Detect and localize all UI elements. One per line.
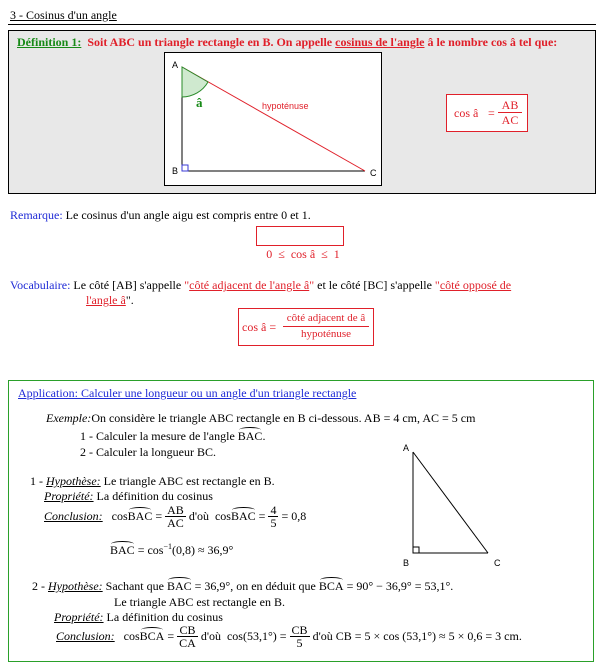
part2-hypothese: 2 - Hypothèse: Sachant que BAC = 36,9°, on en déduit que BCA = 90° − 36,9° = 53,1°.	[32, 579, 454, 593]
definition-vertex-b: B	[172, 166, 179, 176]
vocabulaire-line2: l'angle â".	[86, 293, 134, 307]
application-vertex-a: A	[403, 443, 410, 453]
vocabulaire-line1: Vocabulaire: Le côté [AB] s'appelle "côté adjacent de l'angle â" et le côté [BC] s'appelle "côté opposé de	[10, 278, 512, 292]
question-1: 1 - Calculer la mesure de l'angle BAC.	[80, 429, 266, 443]
part2-propriete: Propriété: La définition du cosinus	[54, 610, 223, 624]
question-2: 2 - Calculer la longueur BC.	[80, 445, 216, 459]
remarque-label: Remarque:	[10, 208, 63, 222]
part1-hypothese: 1 - Hypothèse: Le triangle ABC est rectangle en B.	[30, 474, 275, 488]
remarque-line: Remarque: Le cosinus d'un angle aigu est compris entre 0 et 1.	[10, 208, 311, 222]
part1-propriete: Propriété: La définition du cosinus	[44, 489, 213, 503]
part1-conclusion: Conclusion: cosBAC = $\frac{AB}{AC}$ d'où cosBAC = $\frac{4}{5}$ = 0,8	[44, 503, 307, 530]
vocabulaire-formula: cos â = côté adjacent de â hypoténuse	[238, 308, 374, 346]
definition-vertex-c: C	[370, 168, 377, 178]
application-vertex-b: B	[403, 558, 410, 568]
vocabulaire-label: Vocabulaire:	[10, 278, 71, 292]
definition-formula: cos â = AB AC	[446, 94, 528, 132]
part2-hypothese-line2: Le triangle ABC est rectangle en B.	[114, 595, 285, 609]
definition-hyp-label: hypoténuse	[262, 101, 309, 111]
section-title: 3 - Cosinus d'un angle	[10, 8, 117, 22]
definition-line: Définition 1: Soit ABC un triangle rectangle en B. On appelle cosinus de l'angle â le nombre cos â tel que:	[17, 35, 558, 49]
definition-label: Définition 1:	[17, 35, 82, 49]
vocabulaire-term-adjacent: côté adjacent de l'angle â	[189, 278, 310, 292]
definition-term: cosinus de l'angle	[335, 35, 425, 49]
definition-figure	[164, 52, 382, 186]
application-title: Application: Calculer une longueur ou un angle d'un triangle rectangle	[18, 386, 357, 400]
remarque-formula: 0 ≤ cos â ≤ 1	[256, 226, 344, 246]
part2-conclusion: Conclusion: cosBCA = $\frac{CB}{CA}$ d'où cos(53,1°) = $\frac{CB}{5}$ d'où CB = 5 × cos (53,1°) ≈ 5 × 0,6 = 3 cm.	[56, 623, 522, 650]
definition-vertex-a: A	[172, 60, 179, 70]
part1-result: BAC = $\cos^{-1}(0,8) \approx 36,9^\circ$	[110, 542, 234, 557]
application-triangle	[400, 440, 510, 570]
definition-angle-label: â	[196, 95, 203, 110]
definition-triangle	[165, 53, 381, 185]
vocabulaire-term-oppose: côté opposé de	[439, 278, 512, 292]
section-rule	[8, 24, 596, 25]
application-vertex-c: C	[494, 558, 501, 568]
exemple-line: Exemple:On considère le triangle ABC rectangle en B ci-dessous. AB = 4 cm, AC = 5 cm	[46, 411, 476, 425]
